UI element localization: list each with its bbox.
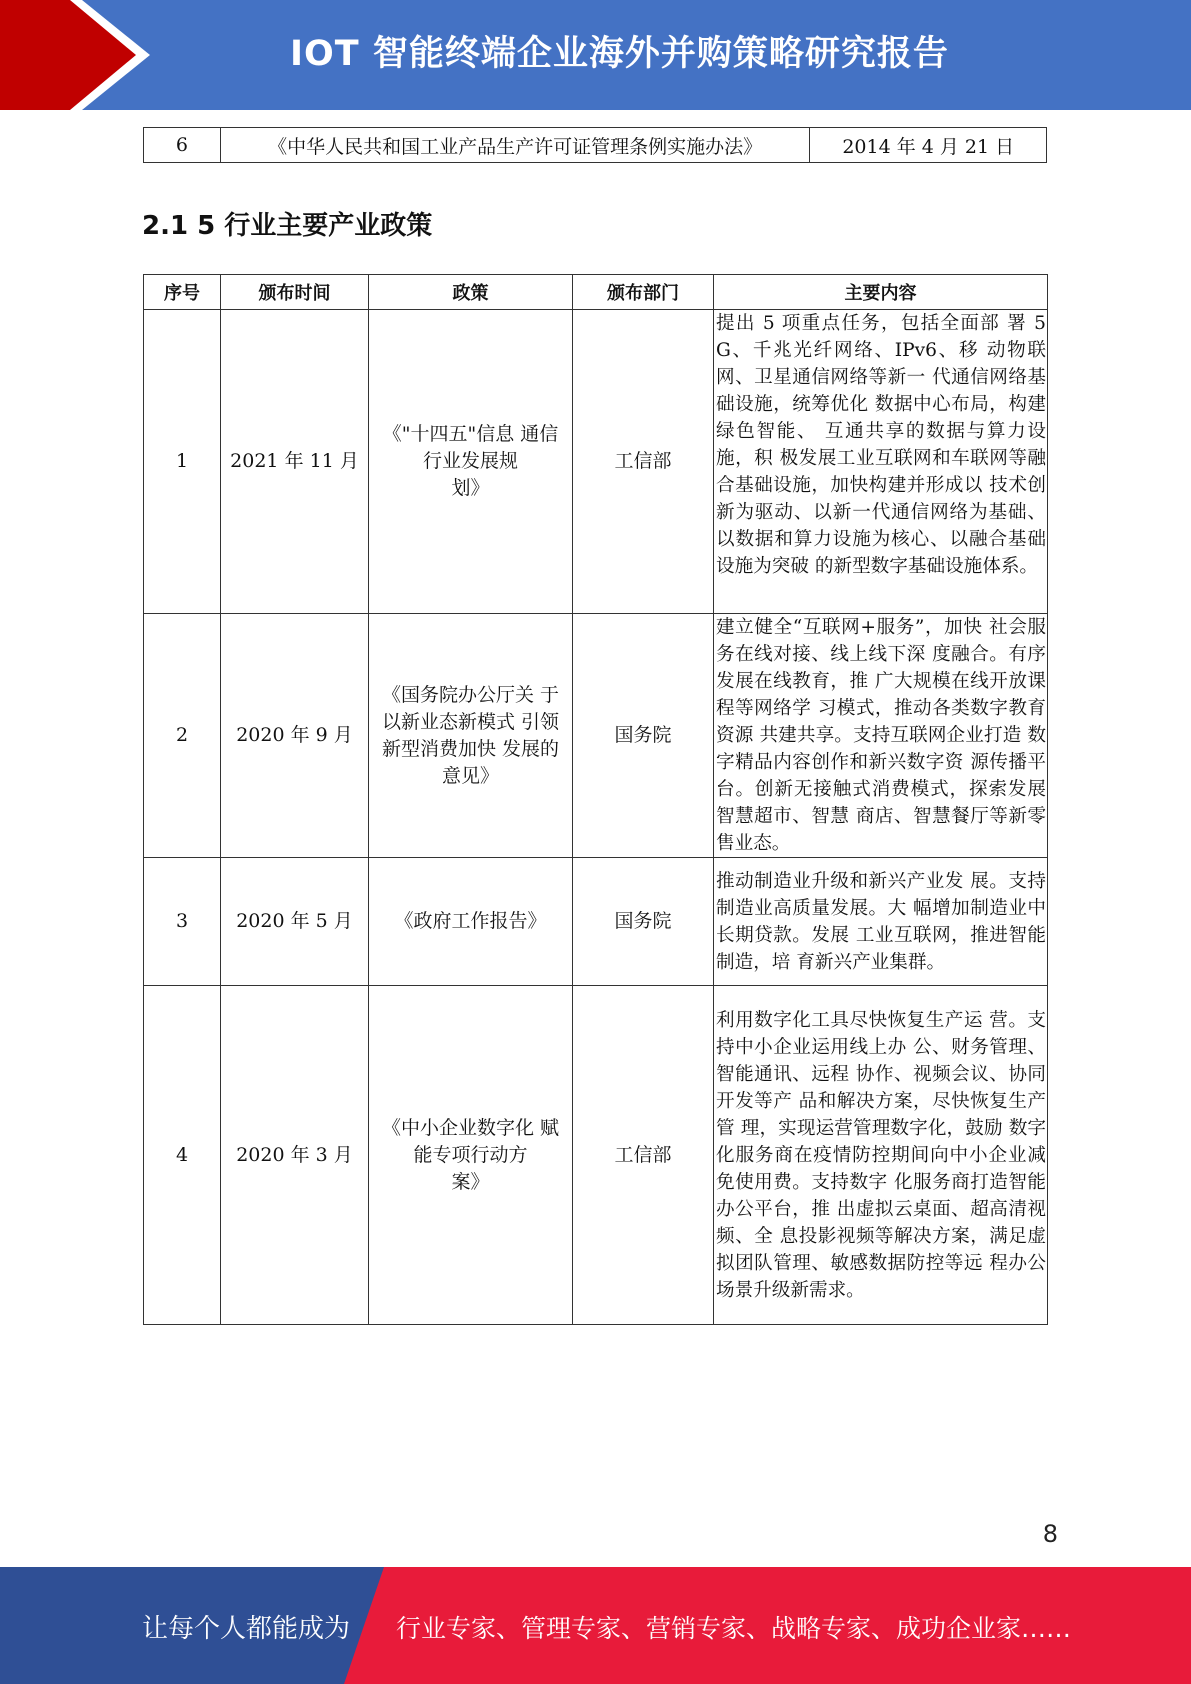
policy-line: 能专项行动方	[413, 1143, 528, 1166]
header-arrow-decoration	[0, 0, 150, 110]
row-number: 2	[144, 614, 221, 858]
section-title: 2.1 5 行业主要产业政策	[142, 211, 433, 241]
table-header-row	[144, 275, 1048, 310]
table-row	[144, 986, 1048, 1325]
table-row	[144, 614, 1048, 858]
row-policy	[369, 310, 573, 614]
row-dept: 国务院	[573, 614, 714, 858]
row-policy	[369, 858, 573, 986]
row-policy	[369, 614, 573, 858]
row-content: 提出 5 项重点任务，包括全面部 署 5G、千兆光纤网络、IPv6、移 动物联网、卫星通信网络等新一 代通信网络基础设施，统筹优化 数据中心布局，构建绿色智能、 互通共享的数据与算力设施，积 极发展工业互联网和车联网等融 合基础设施，加快构建并形成以 技术创新为驱动、以新一代通信网络为基础、以数据和算力设施为核心、以融合基础设施为突破 的新型数字基础设施体系。	[714, 310, 1048, 614]
row-dept: 国务院	[573, 858, 714, 986]
policy-name: 《中华人民共和国工业产品生产许可证管理条例实施办法》	[220, 128, 810, 163]
policy-line: 《政府工作报告》	[394, 910, 547, 932]
header-content: 主要内容	[714, 275, 1048, 310]
header-date: 颁布时间	[221, 275, 369, 310]
row-policy	[369, 986, 573, 1325]
row-number: 6	[144, 128, 221, 163]
row-number: 1	[144, 310, 221, 614]
row-number: 4	[144, 986, 221, 1325]
report-title: IOT 智能终端企业海外并购策略研究报告	[290, 34, 949, 74]
header-policy: 政策	[369, 275, 573, 310]
row-date: 2020 年 9 月	[221, 614, 369, 858]
row-content: 建立健全“互联网+服务”，加快 社会服务在线对接、线上线下深 度融合。有序发展在线教育，推 广大规模在线开放课程等网络学 习模式，推动各类数字教育资源 共建共享。支持互联网企业打造 数字精品内容创作和新兴数字资 源传播平台。创新无接触式消费模式，探索发展智慧超市、智慧 商店、智慧餐厅等新零售业态。	[714, 614, 1048, 858]
table-row	[144, 858, 1048, 986]
policy-table	[143, 274, 1048, 1325]
policy-line: 意见》	[441, 764, 499, 787]
policy-line: 案》	[451, 1170, 490, 1193]
policy-line: 新型消费加快 发展的	[381, 737, 560, 760]
policy-line: 《国务院办公厅关 于	[381, 683, 560, 706]
table-row	[144, 310, 1048, 614]
row-dept: 工信部	[573, 986, 714, 1325]
row-dept: 工信部	[573, 310, 714, 614]
policy-line: 《"十四五"信息 通信	[382, 423, 559, 445]
row-date: 2020 年 5 月	[221, 858, 369, 986]
footer-slogan-right: 行业专家、管理专家、营销专家、战略专家、成功企业家……	[396, 1614, 1072, 1643]
policy-line: 行业发展规	[422, 450, 518, 472]
header-no: 序号	[144, 275, 221, 310]
policy-line: 以新业态新模式 引领	[381, 710, 560, 733]
policy-line: 划》	[451, 477, 490, 499]
continued-table	[143, 127, 1047, 163]
table-row	[144, 128, 1047, 163]
header-dept: 颁布部门	[573, 275, 714, 310]
row-date: 2020 年 3 月	[221, 986, 369, 1325]
row-date: 2021 年 11 月	[221, 310, 369, 614]
policy-date: 2014 年 4 月 21 日	[810, 128, 1047, 163]
row-number: 3	[144, 858, 221, 986]
policy-line: 《中小企业数字化 赋	[381, 1116, 560, 1139]
page-number: 8	[1042, 1520, 1058, 1548]
row-content: 推动制造业升级和新兴产业发 展。支持制造业高质量发展。大 幅增加制造业中长期贷款。发展 工业互联网，推进智能制造，培 育新兴产业集群。	[714, 858, 1048, 986]
footer-slogan-left: 让每个人都能成为	[142, 1614, 351, 1644]
row-content: 利用数字化工具尽快恢复生产运 营。支持中小企业运用线上办 公、财务管理、智能通讯、远程 协作、视频会议、协同开发等产 品和解决方案，尽快恢复生产管 理，实现运营管理数字化，鼓励 数字化服务商在疫情防控期间向中小企业减免使用费。支持数字 化服务商打造智能办公平台，推 出虚拟云桌面、超高清视频、全 息投影视频等解决方案，满足虚 拟团队管理、敏感数据防控等远 程办公场景升级新需求。	[714, 986, 1048, 1325]
header-bar	[0, 0, 1191, 110]
